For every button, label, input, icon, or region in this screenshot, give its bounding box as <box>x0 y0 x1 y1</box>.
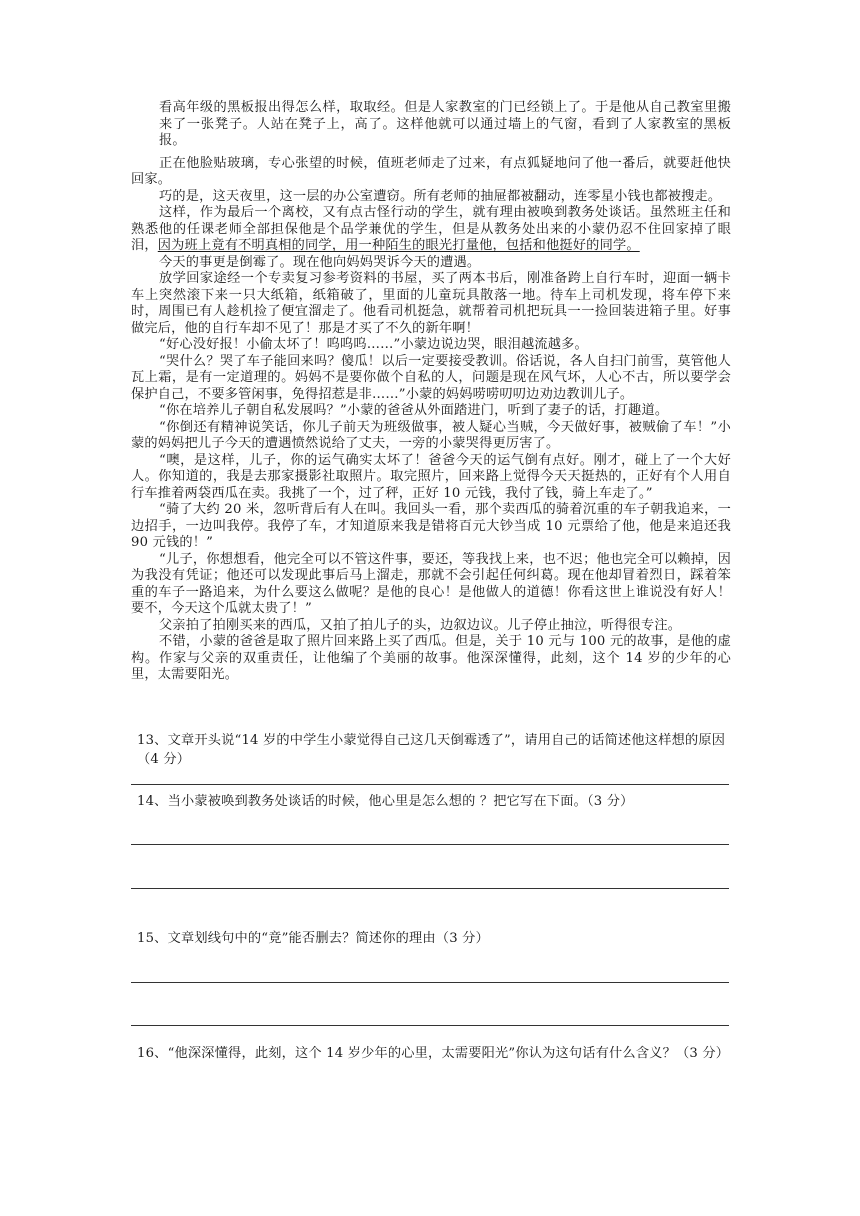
passage-paragraph-12: “骑了大约 20 米，忽听背后有人在叫。我回头一看，那个卖西瓜的骑着沉重的车子朝我追来，一边招手，一边叫我停。我停了车，才知道原来我是错将百元大钞当成 10 元票给了他，他是来追还我 90 元钱的！” <box>131 502 731 550</box>
passage-paragraph-13: “儿子，你想想看，他完全可以不管这件事，要还，等我找上来，也不迟；他也完全可以赖掉，因为我没有凭证；他还可以发现此事后马上溜走，那就不会引起任何纠葛。现在他却冒着烈日，踩着笨重的车子一路追来，为什么要这么做呢？是他的良心！是他做人的道德！你看这世上谁说没有好人！要不，今天这个瓜就太贵了！” <box>131 551 731 616</box>
passage-paragraph-2: 正在他脸贴玻璃，专心张望的时候，值班老师走了过来，有点狐疑地问了他一番后，就要赶他快回家。 <box>131 155 731 187</box>
passage-paragraph-5: 今天的事更是倒霉了。现在他向妈妈哭诉今天的遭遇。 <box>159 254 481 270</box>
passage-paragraph-3: 巧的是，这天夜里，这一层的办公室遭窃。所有老师的抽屉都被翻动，连零星小钱也都被搜走。 <box>159 188 722 204</box>
passage-paragraph-10: “你倒还有精神说笑话，你儿子前天为班级做事，被人疑心当贼，今天做好事，被贼偷了车！”小蒙的妈妈把儿子今天的遭遇愤然说给了丈夫，一旁的小蒙哭得更厉害了。 <box>131 419 731 451</box>
passage-paragraph-4 <box>131 205 731 255</box>
passage-paragraph-14: 父亲拍了拍刚买来的西瓜，又拍了拍儿子的头，边叙边议。儿子停止抽泣，听得很专注。 <box>159 617 682 633</box>
passage-paragraph-11: “噢，是这样，儿子，你的运气确实太坏了！爸爸今天的运气倒有点好。刚才，碰上了一个大好人。你知道的，我是去那家摄影社取照片。取完照片，回来路上觉得今天天挺热的，正好有个人用自行车推着两袋西瓜在卖。我挑了一个，过了秤，正好 10 元钱，我付了钱，骑上车走了。” <box>131 452 731 501</box>
answer-line-14b[interactable] <box>131 888 729 889</box>
answer-line-14a[interactable] <box>131 844 729 845</box>
question-16: 16、“他深深懂得，此刻，这个 14 岁少年的心里，太需要阳光”你认为这句话有什么含义？（3 分） <box>137 1046 730 1061</box>
passage-paragraph-6: 放学回家途经一个专卖复习参考资料的书屋，买了两本书后，刚准备跨上自行车时，迎面一辆卡车上突然滚下来一只大纸箱，纸箱破了，里面的儿童玩具散落一地。待车上司机发现，将车停下来时，周围已有人趁机捡了便宜溜走了。他看司机挺急，就帮着司机把玩具一一捡回装进箱子里。好事做完后，他的自行车却不见了！那是才买了不久的新年啊！ <box>131 271 731 336</box>
question-13: 13、文章开头说“14 岁的中学生小蒙觉得自己这几天倒霉透了”，请用自己的话简述他这样想的原因（4 分） <box>137 733 726 767</box>
answer-line-13[interactable] <box>131 784 729 785</box>
question-14: 14、当小蒙被唤到教务处谈话的时候，他心里是怎么想的 ？把它写在下面。（3 分） <box>137 794 634 809</box>
underlined-sentence: 因为班上竟有不明真相的同学，用一种陌生的眼光打量他，包括和他挺好的同学。 <box>157 238 640 253</box>
passage-paragraph-1: 看高年级的黑板报出得怎么样，取取经。但是人家教室的门已经锁上了。于是他从自己教室里搬来了一张凳子。人站在凳子上，高了。这样他就可以通过墙上的气窗，看到了人家教室的黑板报。 <box>159 100 731 148</box>
passage-paragraph-9: “你在培养儿子朝自私发展吗？”小蒙的爸爸从外面踏进门，听到了妻子的话，打趣道。 <box>159 403 669 418</box>
reading-passage <box>131 100 731 684</box>
passage-paragraph-8: “哭什么？哭了车子能回来吗？傻瓜！以后一定要接受教训。俗话说，各人自扫门前雪，莫管他人瓦上霜，是有一定道理的。妈妈不是要你做个自私的人，问题是现在风气坏，人心不古，所以要学会保护自己，不要多管闲事，免得招惹是非……”小蒙的妈妈唠唠叨叨边劝边教训儿子。 <box>131 353 731 402</box>
answer-line-15a[interactable] <box>131 982 729 983</box>
passage-paragraph-7: “好心没好报！小偷太坏了！呜呜呜……”小蒙边说边哭，眼泪越流越多。 <box>159 337 588 352</box>
answer-line-15b[interactable] <box>131 1025 729 1026</box>
passage-paragraph-15: 不错，小蒙的爸爸是取了照片回来路上买了西瓜。但是，关于 10 元与 100 元的故事，是他的虚构。作家与父亲的双重责任，让他编了个美丽的故事。他深深懂得，此刻，这个 14 岁的少年的心里，太需要阳光。 <box>131 634 731 682</box>
question-15: 15、文章划线句中的“竟”能否删去？简述你的理由（3 分） <box>137 931 489 946</box>
passage-paragraph-4-text: 这样，作为最后一个离校，又有点古怪行动的学生，就有理由被唤到教务处谈话。虽然班主任和熟悉他的任课老师全部担保他是个品学兼优的学生，但是从教务处出来的小蒙仍忍不住回家掉了眼泪， <box>131 205 731 253</box>
